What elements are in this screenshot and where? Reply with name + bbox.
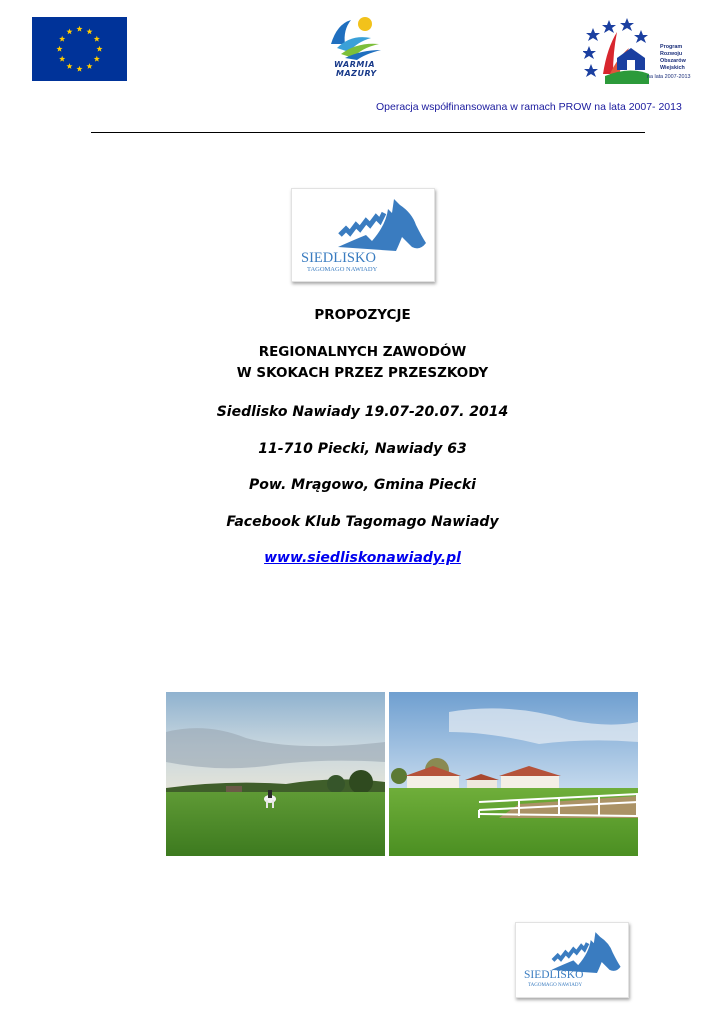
prow-text-line: Rozwoju (660, 51, 683, 57)
logo-name: SIEDLISKO (524, 969, 584, 981)
website-link[interactable]: www.siedliskonawiady.pl (264, 550, 461, 566)
siedlisko-logo-small (515, 922, 629, 998)
eu-star-icon (59, 36, 65, 42)
location-date: Siedlisko Nawiady 19.07-20.07. 2014 (216, 404, 509, 420)
facebook-club: Facebook Klub Tagomago Nawiady (226, 514, 499, 530)
logo-name: SIEDLISKO (301, 250, 376, 266)
prow-logo-years: na lata 2007-2013 (647, 74, 691, 80)
logo-subtitle: TAGOMAGO NAWIADY (528, 983, 583, 988)
eu-star-icon (76, 66, 82, 72)
address: 11-710 Piecki, Nawiady 63 (258, 441, 467, 457)
eu-star-icon (94, 56, 100, 62)
farm-buildings-paddock-photo (389, 692, 638, 856)
cofinancing-note: Operacja współfinansowana w ramach PROW na lata 2007- 2013 (376, 101, 682, 113)
warmia-logo-line1: WARMIA (334, 60, 376, 69)
prow-text-line: Wiejskich (660, 65, 685, 71)
siedlisko-logo-main (291, 188, 435, 282)
eu-flag-icon (32, 17, 127, 81)
eu-star-icon (86, 28, 92, 34)
prow-text-line: Obszarów (660, 58, 686, 64)
district: Pow. Mrągowo, Gmina Piecki (249, 477, 476, 493)
warmia-logo-line2: MAZURY (336, 69, 377, 78)
prow-logo-text (660, 44, 690, 72)
horse-rider-field-photo (166, 692, 385, 856)
logo-subtitle: TAGOMAGO NAWIADY (307, 266, 378, 273)
warmia-mazury-logo (327, 14, 389, 78)
eu-star-icon (56, 46, 62, 52)
header-divider (91, 132, 645, 133)
eu-star-icon (59, 56, 65, 62)
eu-star-icon (66, 63, 72, 69)
eu-star-icon (94, 36, 100, 42)
horse-head-icon (336, 195, 428, 251)
eu-star-icon (76, 26, 82, 32)
eu-star-icon (66, 28, 72, 34)
horse-head-icon (549, 929, 623, 973)
document-subtitle-line1: REGIONALNYCH ZAWODÓW (258, 344, 467, 360)
eu-star-icon (96, 46, 102, 52)
prow-text-line: Program (660, 44, 683, 50)
document-title: PROPOZYCJE (314, 307, 411, 323)
eu-star-icon (86, 63, 92, 69)
document-subtitle-line2: W SKOKACH PRZEZ PRZESZKODY (236, 365, 489, 381)
